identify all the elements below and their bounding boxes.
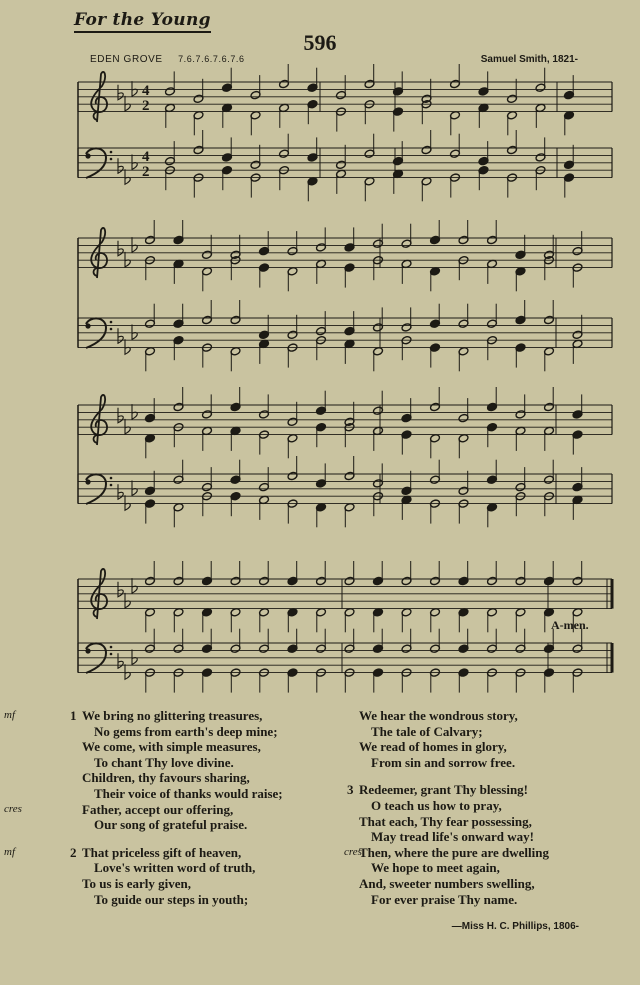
verse-line — [70, 724, 350, 740]
verse-line — [4, 844, 350, 861]
flat-icon — [125, 593, 130, 608]
flat-icon — [125, 252, 130, 267]
stanza — [4, 708, 350, 833]
verse-text: And, sweeter numbers swelling, — [359, 875, 535, 891]
verse-line — [70, 770, 350, 786]
verse-line — [347, 798, 607, 814]
verse-line — [70, 786, 350, 802]
dynamic-marking: cres — [344, 845, 362, 858]
flat-icon — [132, 155, 137, 170]
verse-line — [70, 739, 350, 755]
verse-text: The tale of Calvary; — [371, 723, 483, 739]
verse-text: To guide our steps in youth; — [94, 891, 249, 907]
author-credit: —Miss H. C. Phillips, 1806- — [451, 921, 579, 933]
hymn-number: 596 — [303, 30, 337, 55]
verses-left-column — [4, 708, 350, 919]
flat-icon — [118, 653, 123, 668]
amen-label: A-men. — [551, 618, 589, 632]
verse-text: To us is early given, — [82, 875, 191, 891]
flat-icon — [118, 484, 123, 499]
section-title: For the Young — [74, 10, 211, 33]
verse-line — [70, 755, 350, 771]
stanza — [347, 708, 607, 770]
flat-icon — [125, 664, 130, 679]
verse-line — [347, 892, 607, 908]
dynamic-marking: mf — [4, 845, 15, 858]
verse-text: Love's written word of truth, — [94, 860, 256, 876]
verse-text: Our song of grateful praise. — [94, 817, 248, 833]
flat-icon — [118, 408, 123, 423]
bass-clef-dot — [85, 648, 90, 653]
verse-number: 3 — [347, 782, 354, 798]
verse-text: May tread life's onward way! — [371, 829, 534, 845]
verse-text: That each, Thy fear possessing, — [359, 813, 532, 829]
time-signature: 2 — [142, 98, 150, 114]
verse-text: We come, with simple measures, — [82, 739, 261, 755]
flat-icon — [125, 495, 130, 510]
tune-meter: 7.6.7.6.7.6.7.6 — [178, 54, 245, 64]
verse-text: Children, thy favours sharing, — [82, 770, 250, 786]
verse-number: 2 — [70, 844, 77, 860]
flat-icon — [132, 481, 137, 496]
verse-text: No gems from earth's deep mine; — [94, 723, 278, 739]
flat-icon — [125, 96, 130, 111]
composer-credit: Samuel Smith, 1821- — [480, 54, 578, 65]
verse-line — [70, 876, 350, 892]
verse-line — [4, 801, 350, 818]
verse-text: For ever praise Thy name. — [371, 891, 518, 907]
flat-icon — [125, 339, 130, 354]
verse-line — [347, 829, 607, 845]
verse-number: 1 — [70, 708, 77, 723]
bass-clef-dot — [110, 151, 113, 154]
dynamic-marking: cres — [4, 802, 22, 815]
verse-line — [4, 708, 350, 724]
verse-text: We hear the wondrous story, — [359, 708, 518, 723]
bass-clef-dot — [110, 484, 113, 487]
stanza — [4, 844, 350, 907]
verse-text: From sin and sorrow free. — [371, 754, 516, 770]
bass-clef-dot — [110, 477, 113, 480]
verse-text: To chant Thy love divine. — [94, 754, 234, 770]
time-signature: 4 — [142, 83, 150, 99]
verse-text: Father, accept our offering, — [82, 801, 234, 817]
verse-text: We hope to meet again, — [371, 860, 500, 876]
flat-icon — [125, 169, 130, 184]
verse-line — [347, 724, 607, 740]
verses-right-column — [344, 708, 607, 935]
verse-text: We read of homes in glory, — [359, 739, 507, 755]
bass-clef-dot — [110, 328, 113, 331]
verse-line — [347, 814, 607, 830]
verse-line — [347, 739, 607, 755]
time-signature: 4 — [142, 149, 150, 165]
dynamic-marking: mf — [4, 709, 15, 721]
verse-line — [70, 892, 350, 908]
verse-line — [347, 755, 607, 771]
flat-icon — [132, 578, 137, 593]
tune-name: EDEN GROVE — [90, 54, 163, 65]
verse-text: O teach us how to pray, — [371, 797, 502, 813]
bass-clef-dot — [85, 153, 90, 158]
bass-clef-dot — [110, 158, 113, 161]
verse-line — [347, 782, 607, 798]
verse-line — [347, 876, 607, 892]
time-signature: 2 — [142, 164, 150, 180]
flat-icon — [118, 582, 123, 597]
bass-clef-dot — [110, 646, 113, 649]
flat-icon — [118, 158, 123, 173]
flat-icon — [132, 325, 137, 340]
bass-clef-dot — [85, 479, 90, 484]
verse-text: Their voice of thanks would raise; — [94, 785, 283, 801]
verse-text: Then, where the pure are dwelling — [359, 844, 549, 860]
verse-line — [347, 708, 607, 724]
flat-icon — [118, 85, 123, 100]
flat-icon — [125, 419, 130, 434]
flat-icon — [132, 650, 137, 665]
bass-clef-dot — [85, 323, 90, 328]
flat-icon — [132, 404, 137, 419]
verse-line — [347, 860, 607, 876]
flat-icon — [118, 241, 123, 256]
verse-line — [344, 844, 607, 861]
verse-text: We bring no glittering treasures, — [82, 708, 263, 723]
bass-clef-dot — [110, 321, 113, 324]
verse-line — [70, 860, 350, 876]
flat-icon — [132, 237, 137, 252]
verse-line — [70, 817, 350, 833]
bass-clef-dot — [110, 653, 113, 656]
flat-icon — [132, 81, 137, 96]
stanza — [344, 782, 607, 907]
verse-text: Redeemer, grant Thy blessing! — [359, 782, 528, 798]
verse-text: That priceless gift of heaven, — [82, 844, 242, 860]
flat-icon — [118, 328, 123, 343]
